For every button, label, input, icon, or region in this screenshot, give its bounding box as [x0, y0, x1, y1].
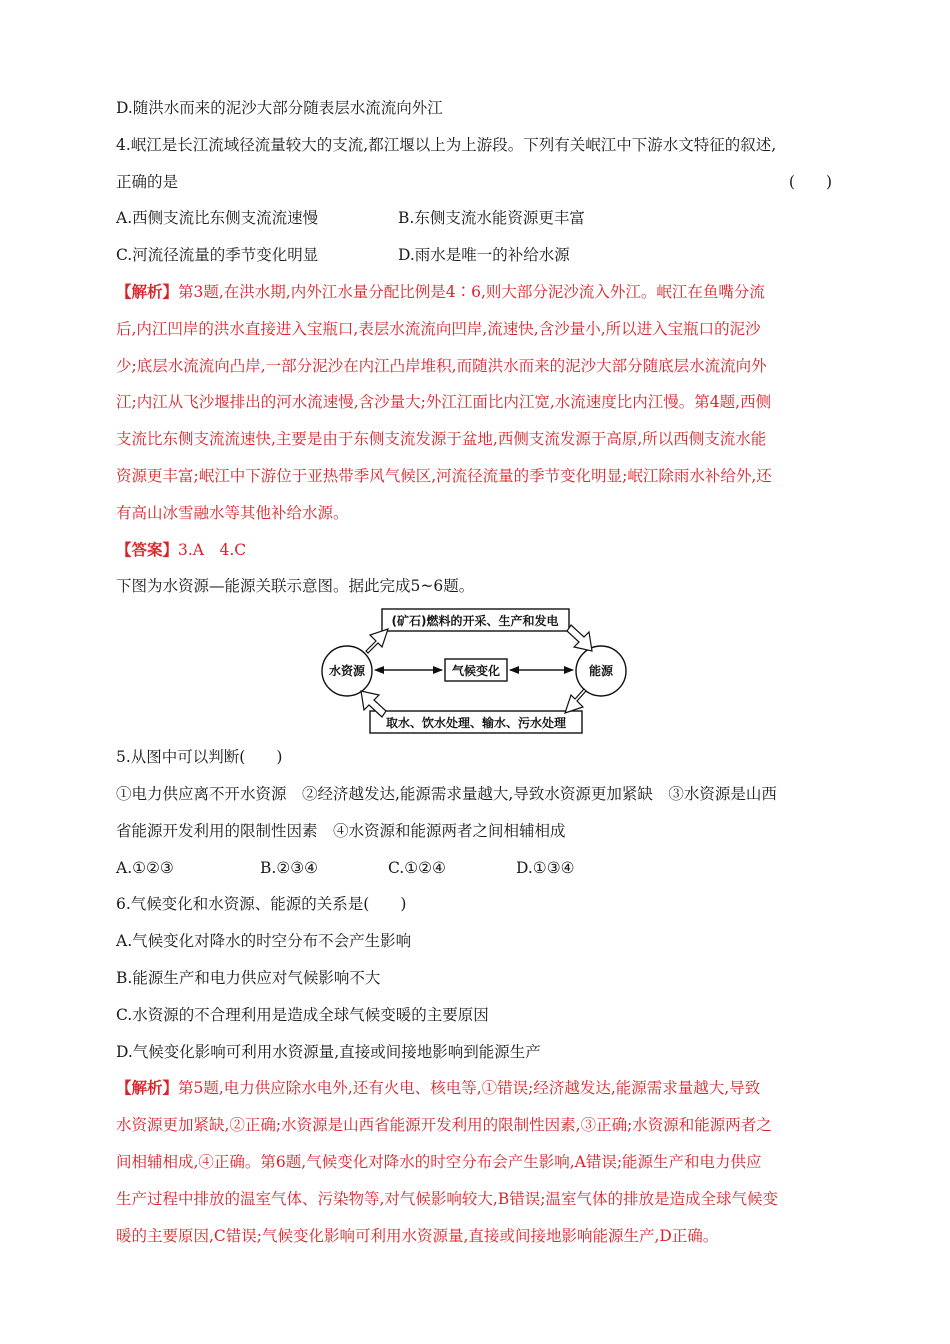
- q6-stem: 6.气候变化和水资源、能源的关系是( ): [116, 895, 407, 914]
- top-box-label: (矿石)燃料的开采、生产和发电: [391, 614, 559, 629]
- q4-option-a: A.西侧支流比东侧支流流速慢: [116, 209, 319, 228]
- q5-statements-line2: 省能源开发利用的限制性因素 ④水资源和能源两者之间相辅相成: [116, 821, 566, 840]
- analysis1-label: 【解析】: [116, 281, 179, 301]
- figure-intro: 下图为水资源—能源关联示意图。据此完成5~6题。: [116, 577, 475, 596]
- q4-answer-blank: ( ): [788, 172, 832, 191]
- bottom-box-label: 取水、饮水处理、输水、污水处理: [385, 716, 567, 731]
- middle-box-label: 气候变化: [451, 664, 501, 679]
- analysis1-line-0: [116, 274, 838, 311]
- arrow-top-box-to-energy: [567, 625, 592, 651]
- q6-option-b: B.能源生产和电力供应对气候影响不大: [116, 968, 381, 987]
- q6-option-a: A.气候变化对降水的时空分布不会产生影响: [116, 932, 412, 951]
- diagram-svg: [116, 607, 838, 735]
- analysis1-text-0: 第3题,在洪水期,内外江水量分配比例是4∶6,则大部分泥沙流入外江。岷江在鱼嘴分流: [178, 282, 765, 301]
- left-node-label: 水资源: [328, 664, 366, 679]
- q5-option-b: B.②③④: [260, 858, 319, 877]
- arrow-water-to-top-box: [366, 629, 388, 653]
- q6-option-c: C.水资源的不合理利用是造成全球气候变暖的主要原因: [116, 1005, 489, 1024]
- analysis2-line-3: 生产过程中排放的温室气体、污染物等,对气候影响较大,B错误;温室气体的排放是造成全球气候变: [116, 1189, 778, 1208]
- analysis1-line-2: 少;底层水流流向凸岸,一部分泥沙在内江凸岸堆积,而随洪水而来的泥沙大部分随底层水流流向外: [116, 356, 767, 375]
- q5-options-row: [116, 850, 838, 887]
- q5-option-c: C.①②④: [388, 858, 446, 877]
- analysis-block-2: [116, 1070, 838, 1254]
- q4-stem-line1: 4.岷江是长江流域径流量较大的支流,都江堰以上为上游段。下列有关岷江中下游水文特征的叙述,: [116, 135, 777, 154]
- analysis1-line-3: 江;内江从飞沙堰排出的河水流速慢,含沙量大;外江江面比内江宽,水流速度比内江慢。第4题,西侧: [116, 393, 772, 412]
- q5-option-a: A.①②③: [116, 858, 174, 877]
- q4-option-d: D.雨水是唯一的补给水源: [398, 246, 570, 265]
- q4-option-b: B.东侧支流水能资源更丰富: [398, 209, 585, 228]
- water-energy-diagram: [116, 607, 838, 735]
- analysis2-text-0: 第5题,电力供应除水电外,还有火电、核电等,①错误;经济越发达,能源需求量越大,导致: [178, 1079, 761, 1098]
- page-content: [116, 90, 838, 1254]
- analysis1-line-5: 资源更丰富;岷江中下游位于亚热带季风气候区,河流径流量的季节变化明显;岷江除雨水补给外,还: [116, 466, 772, 485]
- q4-options-row1: [116, 200, 838, 237]
- answer1-text: 3.A 4.C: [178, 540, 247, 559]
- arrow-energy-to-bottom-box: [565, 689, 586, 713]
- q4-option-c: C.河流径流量的季节变化明显: [116, 246, 319, 265]
- q5-stem: 5.从图中可以判断( ): [116, 748, 283, 767]
- analysis2-line-4: 暖的主要原因,C错误;气候变化影响可利用水资源量,直接或间接地影响能源生产,D正确。: [116, 1226, 719, 1245]
- analysis-block-1: [116, 274, 838, 568]
- q5-option-d: D.①③④: [516, 858, 575, 877]
- analysis2-label: 【解析】: [116, 1078, 179, 1098]
- q4-stem-line2-text: 正确的是: [116, 172, 179, 191]
- answer-line-1: [116, 532, 838, 569]
- right-node-label: 能源: [588, 664, 614, 679]
- q4-options-row2: [116, 237, 838, 274]
- answer1-label: 【答案】: [116, 539, 179, 559]
- q3-option-d: D.随洪水而来的泥沙大部分随表层水流流向外江: [116, 99, 443, 117]
- q5-statements-line1: ①电力供应离不开水资源 ②经济越发达,能源需求量越大,导致水资源更加紧缺 ③水资源是山西: [116, 784, 777, 803]
- analysis1-line-4: 支流比东侧支流流速快,主要是由于东侧支流发源于盆地,西侧支流发源于高原,所以西侧支流水能: [116, 430, 767, 449]
- analysis2-line-2: 间相辅相成,④正确。第6题,气候变化对降水的时空分布会产生影响,A错误;能源生产和电力供应: [116, 1152, 762, 1171]
- q6-option-d: D.气候变化影响可利用水资源量,直接或间接地影响到能源生产: [116, 1042, 541, 1061]
- analysis2-line-0: [116, 1070, 838, 1107]
- q4-stem-line2: [116, 164, 838, 201]
- analysis1-line-6: 有高山冰雪融水等其他补给水源。: [116, 503, 349, 522]
- analysis1-line-1: 后,内江凹岸的洪水直接进入宝瓶口,表层水流流向凹岸,流速快,含沙量小,所以进入宝瓶口的泥沙: [116, 319, 761, 338]
- analysis2-line-1: 水资源更加紧缺,②正确;水资源是山西省能源开发利用的限制性因素,③正确;水资源和能源两者之: [116, 1116, 772, 1135]
